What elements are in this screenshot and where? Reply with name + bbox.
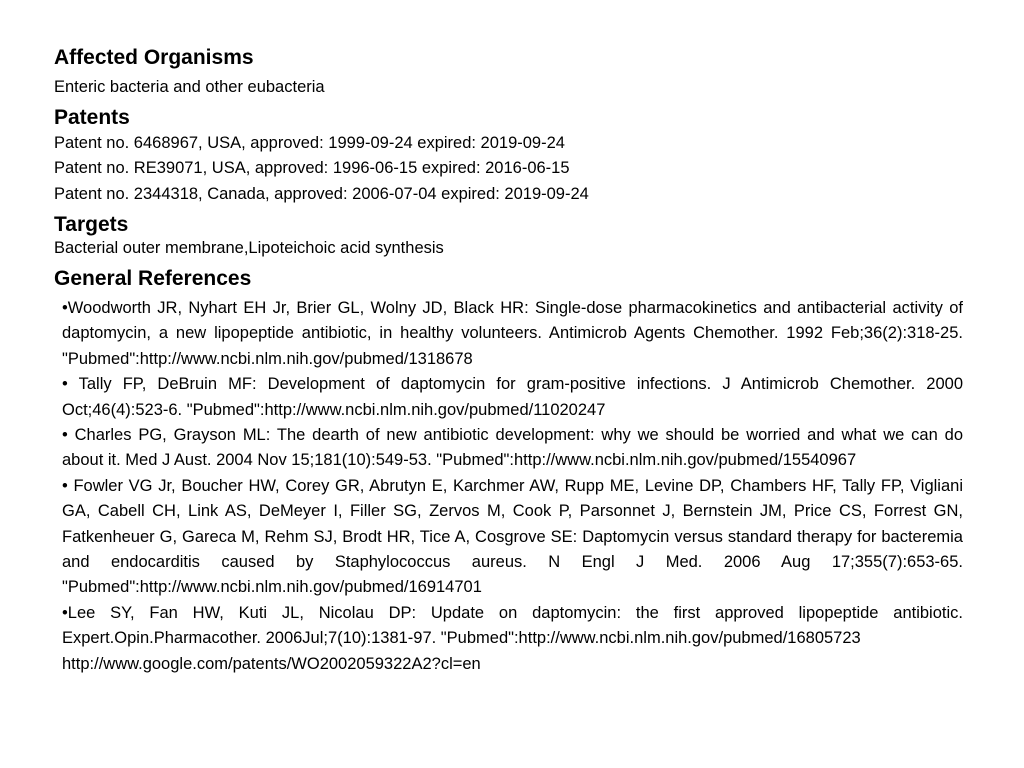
reference-item-2: • Tally FP, DeBruin MF: Development of daptomycin for gram-positive infections. J Antimicrob Chemother. 2000 Oct;46(4):523-6. "Pubmed":http://www.ncbi.nlm.nih.gov/pubmed/11020247 bbox=[62, 375, 963, 419]
affected-organisms-heading: Affected Organisms bbox=[54, 46, 254, 69]
patent-item-1: Patent no. 6468967, USA, approved: 1999-09-24 expired: 2019-09-24 bbox=[54, 134, 565, 152]
references-list bbox=[62, 296, 963, 677]
reference-item-5: •Lee SY, Fan HW, Kuti JL, Nicolau DP: Update on daptomycin: the first approved lipopeptide antibiotic. Expert.Opin.Pharmacother. 2006Jul;7(10):1381-97. "Pubmed":http://www.ncbi.nlm.nih.gov/pubmed/16805723 bbox=[62, 603, 963, 648]
reference-item-3: • Charles PG, Grayson ML: The dearth of new antibiotic development: why we should be worried and what we can do about it. Med J Aust. 2004 Nov 15;181(10):549-53. "Pubmed":http://www.ncbi.nlm.nih.gov/pubmed/15540967 bbox=[62, 426, 963, 470]
targets-text: Bacterial outer membrane,Lipoteichoic acid synthesis bbox=[54, 239, 444, 257]
targets-heading: Targets bbox=[54, 213, 129, 236]
reference-item-1: •Woodworth JR, Nyhart EH Jr, Brier GL, Wolny JD, Black HR: Single-dose pharmacokinetics and antibacterial activity of daptomycin, a new lipopeptide antibiotic, in healthy volunteers. Antimicrob Agents Chemother. 1992 Feb;36(2):318-25. "Pubmed":http://www.ncbi.nlm.nih.gov/pubmed/1318678 bbox=[62, 299, 963, 368]
affected-organisms-text: Enteric bacteria and other eubacteria bbox=[54, 78, 325, 96]
patent-item-3: Patent no. 2344318, Canada, approved: 2006-07-04 expired: 2019-09-24 bbox=[54, 185, 589, 203]
patents-heading: Patents bbox=[54, 106, 130, 129]
reference-item-4: • Fowler VG Jr, Boucher HW, Corey GR, Abrutyn E, Karchmer AW, Rupp ME, Levine DP, Chambers HF, Tally FP, Vigliani GA, Cabell CH, Link AS, DeMeyer I, Filler SG, Zervos M, Cook P, Parsonnet J, Bernstein JM, Price CS, Forrest GN, Fatkenheuer G, Gareca M, Rehm SJ, Brodt HR, Tice A, Cosgrove SE: Daptomycin versus standard therapy for bacteremia and endocarditis caused by Staphylococcus aureus. N Engl J Med. 2006 Aug 17;355(7):653-65. "Pubmed":http://www.ncbi.nlm.nih.gov/pubmed/16914701 bbox=[62, 476, 963, 597]
google-patents-link[interactable]: http://www.google.com/patents/WO2002059322A2?cl=en bbox=[62, 654, 481, 673]
patent-item-2: Patent no. RE39071, USA, approved: 1996-06-15 expired: 2016-06-15 bbox=[54, 159, 570, 177]
general-references-heading: General References bbox=[54, 267, 252, 290]
